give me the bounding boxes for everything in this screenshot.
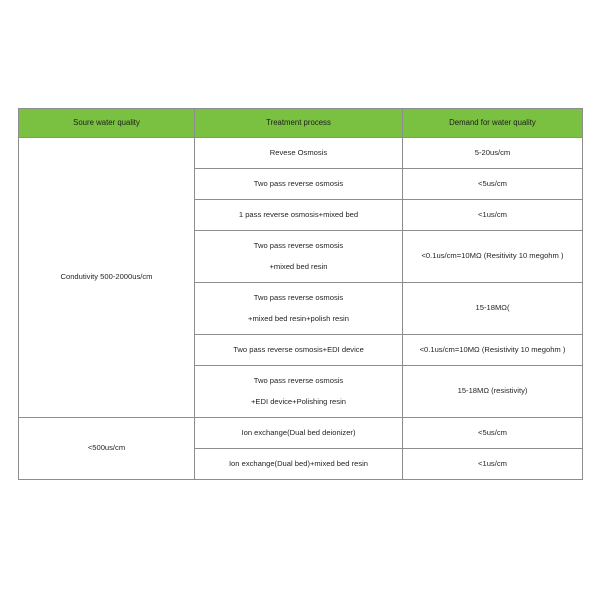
- process-cell: [195, 231, 403, 283]
- column-header-treatment-process: Treatment process: [195, 109, 403, 138]
- demand-line: 15-18MΩ (resistivity): [457, 386, 528, 396]
- demand-cell: [403, 366, 583, 418]
- process-line: Ion exchange(Dual bed)+mixed bed resin: [228, 458, 369, 468]
- process-line: Two pass reverse osmosis: [253, 178, 344, 188]
- table-row: [19, 138, 583, 169]
- process-line: +EDI device+Polishing resin: [251, 396, 346, 406]
- demand-line: <5us/cm: [478, 427, 507, 437]
- process-line: Ion exchange(Dual bed deionizer): [241, 427, 356, 437]
- table-header-row: [19, 109, 583, 138]
- demand-cell: [403, 283, 583, 335]
- column-header-source-water-quality: Soure water quality: [19, 109, 195, 138]
- process-cell: [195, 449, 403, 480]
- group-cell-conductivity-500-2000: Condutivity 500-2000us/cm: [19, 138, 195, 418]
- process-line: Two pass reverse osmosis+EDI device: [233, 344, 364, 354]
- column-header-demand-for-water-quality: Demand for water quality: [403, 109, 583, 138]
- process-line: 1 pass reverse osmosis+mixed bed: [238, 209, 359, 219]
- demand-line: <0.1us/cm=10MΩ (Resistivity 10 megohm ): [419, 344, 566, 354]
- demand-line: <1us/cm: [478, 458, 507, 468]
- process-cell: [195, 138, 403, 169]
- process-cell: [195, 418, 403, 449]
- process-cell: [195, 200, 403, 231]
- process-cell: [195, 169, 403, 200]
- process-line: Two pass reverse osmosis: [253, 293, 344, 303]
- process-line: Two pass reverse osmosis: [253, 241, 344, 251]
- demand-cell: [403, 231, 583, 283]
- process-cell: [195, 283, 403, 335]
- demand-cell: [403, 449, 583, 480]
- table-body: [19, 138, 583, 480]
- demand-line: 15-18MΩ(: [475, 303, 510, 313]
- water-quality-table: [18, 108, 583, 480]
- demand-cell: [403, 169, 583, 200]
- demand-line: 5-20us/cm: [474, 147, 511, 157]
- demand-line: <5us/cm: [478, 178, 507, 188]
- group-cell-under-500: <500us/cm: [19, 418, 195, 480]
- demand-cell: [403, 138, 583, 169]
- demand-line: <0.1us/cm=10MΩ (Resitivity 10 megohm ): [421, 251, 564, 261]
- process-line: Revese Osmosis: [269, 147, 328, 157]
- demand-line: <1us/cm: [478, 209, 507, 219]
- process-line: +mixed bed resin+polish resin: [248, 313, 349, 323]
- table-header: [19, 109, 583, 138]
- process-line: +mixed bed resin: [269, 261, 328, 271]
- table-row: [19, 418, 583, 449]
- demand-cell: [403, 418, 583, 449]
- demand-cell: [403, 335, 583, 366]
- demand-cell: [403, 200, 583, 231]
- water-quality-table-container: [18, 108, 582, 480]
- process-cell: [195, 335, 403, 366]
- process-cell: [195, 366, 403, 418]
- process-line: Two pass reverse osmosis: [253, 376, 344, 386]
